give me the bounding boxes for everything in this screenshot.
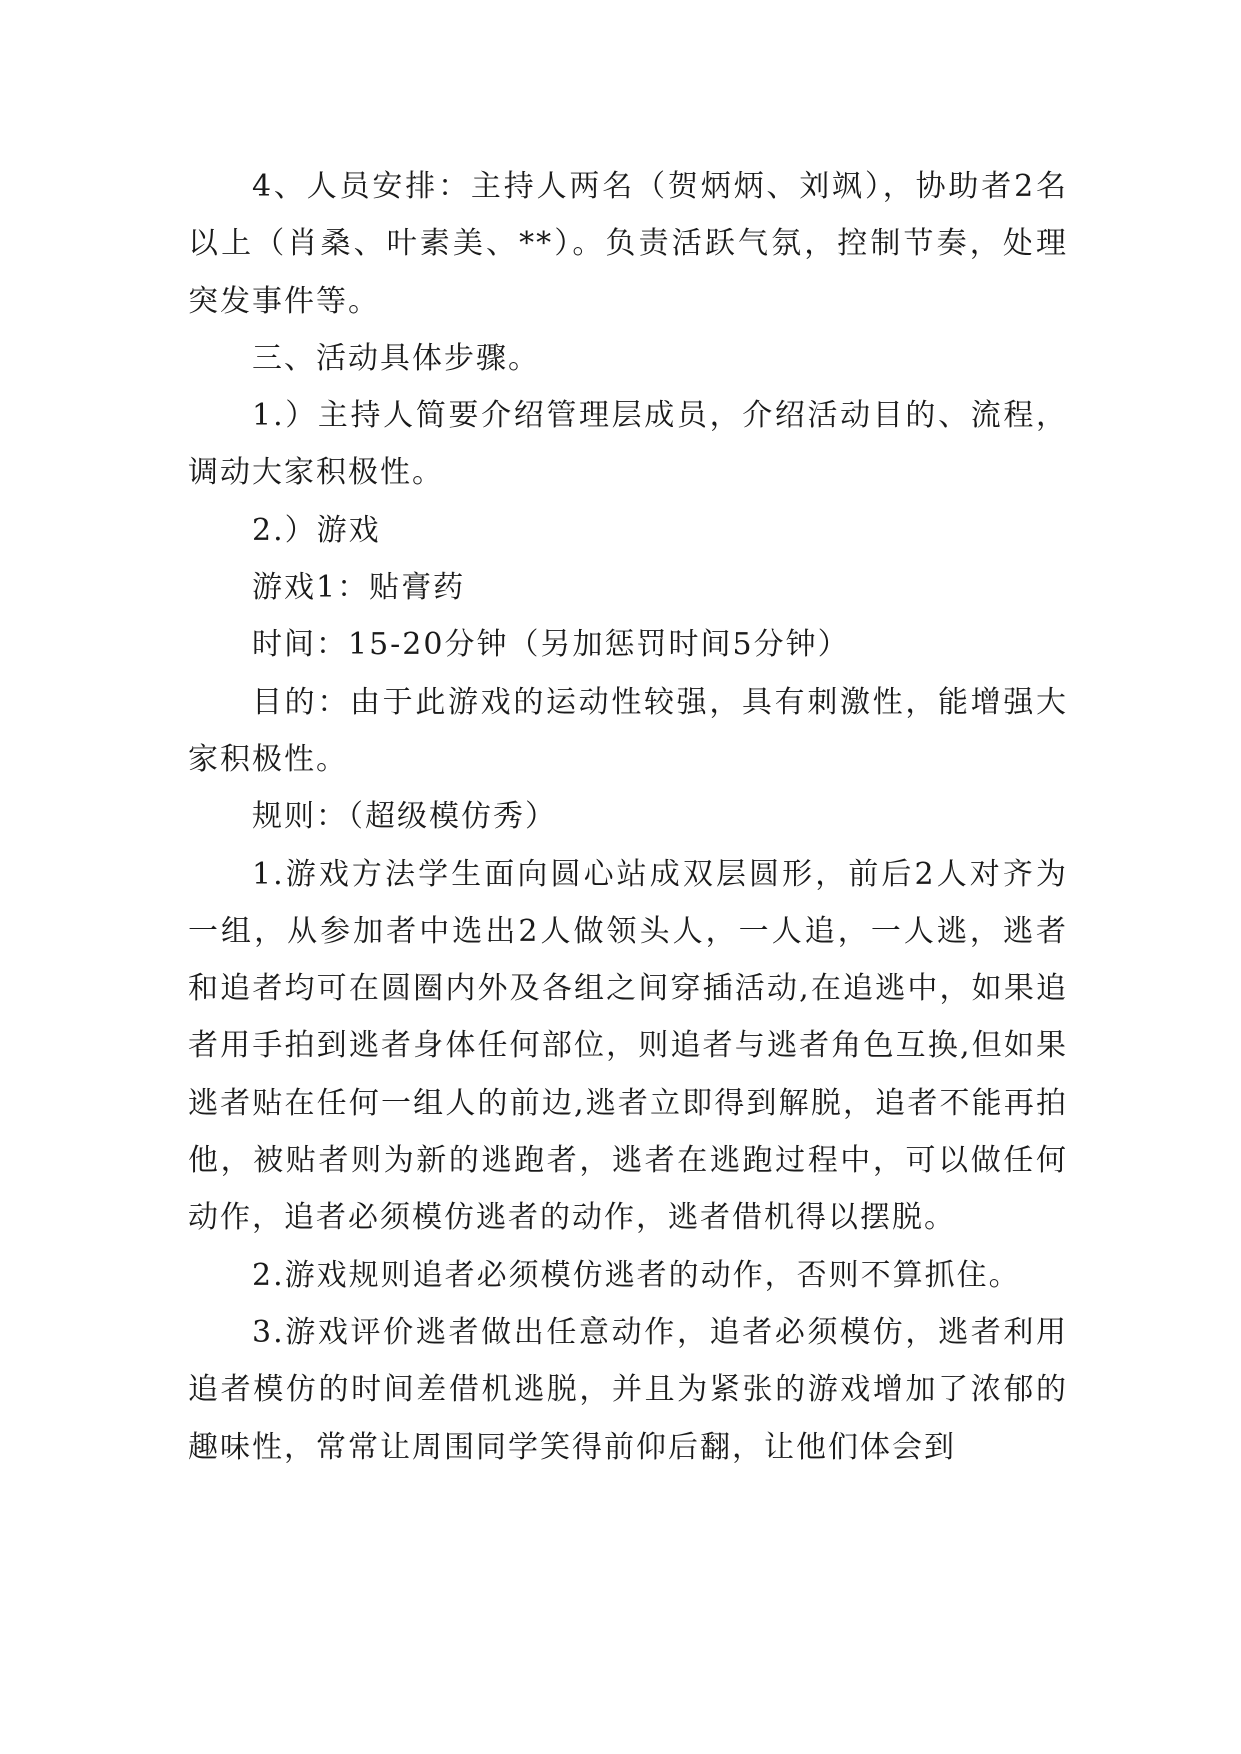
- paragraph-rule-requirement: 2.游戏规则追者必须模仿逃者的动作，否则不算抓住。: [252, 1257, 1021, 1293]
- paragraph-rules-heading: 规则：（超级模仿秀）: [252, 799, 557, 835]
- document-body: [188, 158, 1068, 1476]
- paragraph-game-purpose: 目的：由于此游戏的运动性较强，具有刺激性，能增强大家积极性。: [188, 684, 1068, 777]
- paragraph-step-1: 1.）主持人简要介绍管理层成员，介绍活动目的、流程，调动大家积极性。: [188, 398, 1068, 491]
- paragraph-rule-evaluation: 3.游戏评价逃者做出任意动作，追者必须模仿，逃者利用追者模仿的时间差借机逃脱，并且为紧张的游戏增加了浓郁的趣味性，常常让周围同学笑得前仰后翻，让他们体会到: [188, 1314, 1068, 1465]
- paragraph-step-2: 2.）游戏: [252, 512, 381, 548]
- paragraph-game-title: 游戏1：贴膏药: [252, 570, 466, 606]
- paragraph-section-heading: 三、活动具体步骤。: [252, 340, 540, 376]
- paragraph-game-time: 时间：15-20分钟（另加惩罚时间5分钟）: [252, 627, 850, 663]
- paragraph-rule-method: 1.游戏方法学生面向圆心站成双层圆形，前后2人对齐为一组，从参加者中选出2人做领头人，一人追，一人逃，逃者和追者均可在圆圈内外及各组之间穿插活动,在追逃中，如果追者用手拍到逃者身体任何部位，则追者与逃者角色互换,但如果逃者贴在任何一组人的前边,逃者立即得到解脱，追者不能再拍他，被贴者则为新的逃跑者，逃者在逃跑过程中，可以做任何动作，追者必须模仿逃者的动作，逃者借机得以摆脱。: [188, 856, 1068, 1236]
- paragraph-staffing: 4、人员安排：主持人两名（贺炳炳、刘飒），协助者2名以上（肖桑、叶素美、**）。负责活跃气氛，控制节奏，处理突发事件等。: [188, 169, 1068, 319]
